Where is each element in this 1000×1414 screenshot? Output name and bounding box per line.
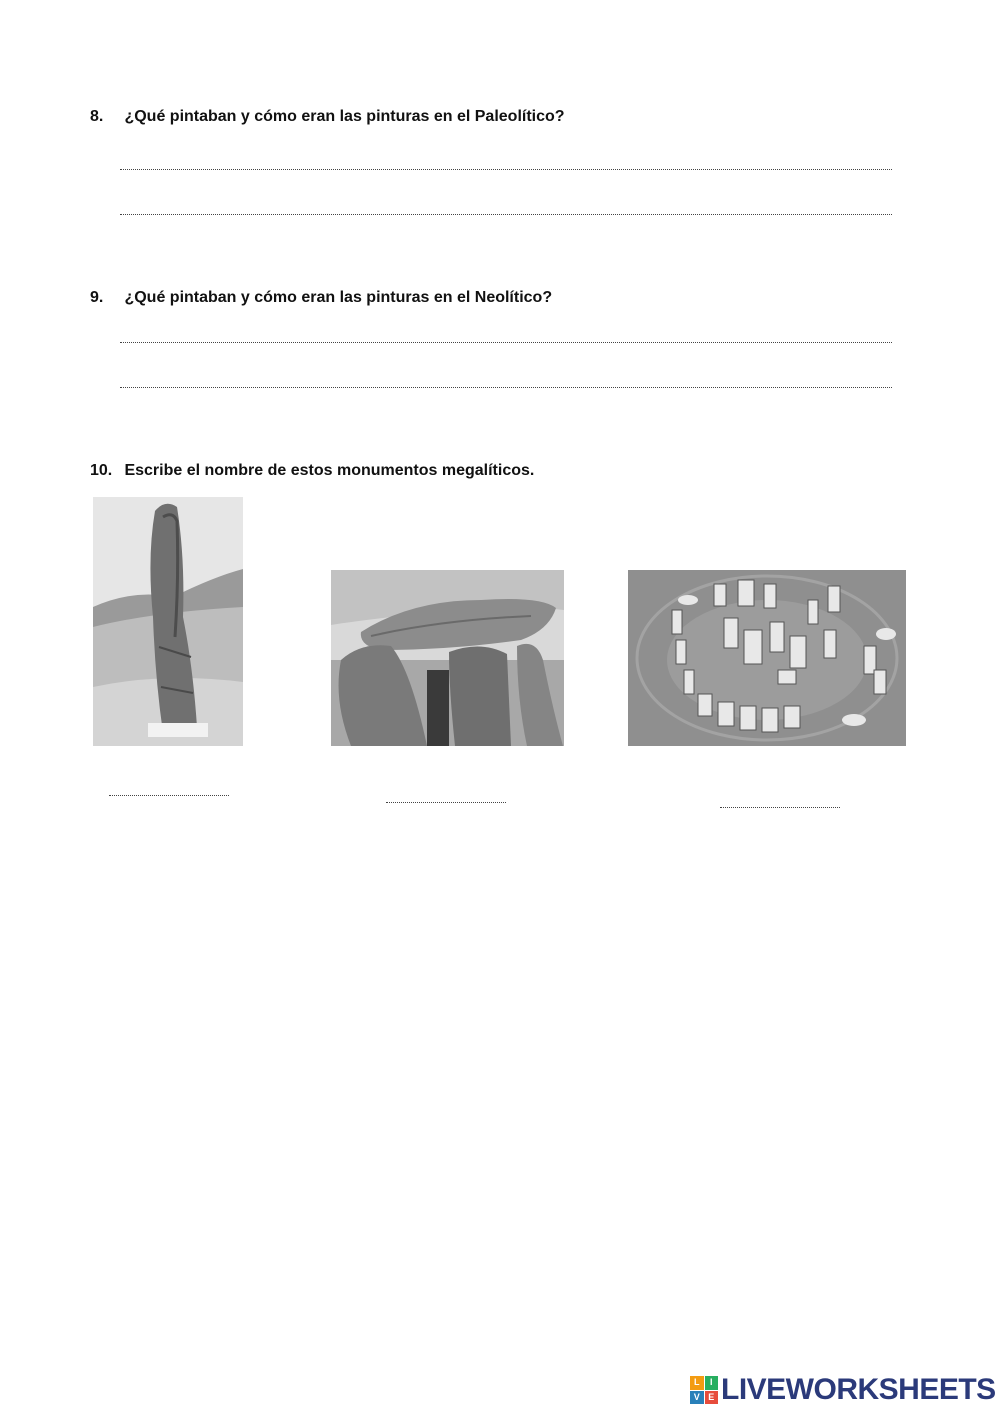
question-text: ¿Qué pintaban y cómo eran las pinturas en el Neolítico? [124,289,553,306]
answer-line-8b[interactable] [120,214,892,215]
question-number: 8. [90,108,104,125]
answer-line-9a[interactable] [120,342,892,343]
monument-answer-2[interactable] [386,802,506,803]
question-8 [90,107,565,127]
question-number: 10. [90,462,113,479]
question-text: Escribe el nombre de estos monumentos megalíticos. [124,462,535,479]
monument-answer-3[interactable] [720,807,840,808]
question-9 [90,288,552,308]
question-number: 9. [90,289,104,306]
logo-mark-letter: L [690,1376,704,1390]
question-10 [90,461,534,481]
monument-answer-1[interactable] [109,795,229,796]
dolmen-photo [331,570,564,746]
logo-mark-letter: E [705,1391,719,1405]
logo-mark-icon [690,1376,718,1404]
answer-line-8a[interactable] [120,169,892,170]
logo-mark-letter: V [690,1391,704,1405]
logo-mark-letter: I [705,1376,719,1390]
answer-line-9b[interactable] [120,387,892,388]
logo-text: LIVEWORKSHEETS [721,1373,996,1406]
liveworksheets-logo [690,1372,996,1408]
menhir-photo [93,497,243,746]
question-text: ¿Qué pintaban y cómo eran las pinturas en el Paleolítico? [124,108,565,125]
cromlech-photo [628,570,906,746]
